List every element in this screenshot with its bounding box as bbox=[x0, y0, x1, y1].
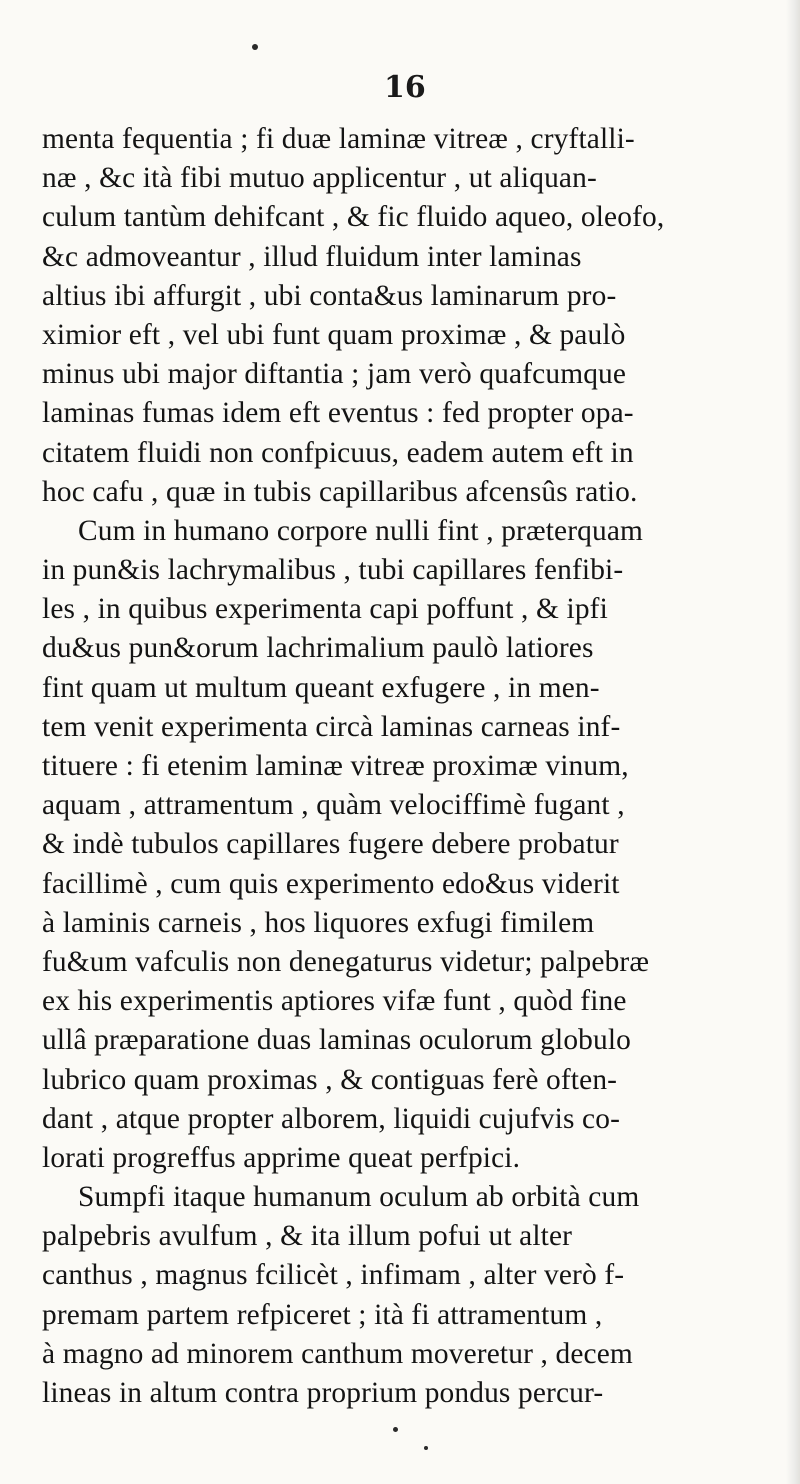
text-line: &c admoveantur , illud fluidum inter laminas bbox=[42, 240, 582, 273]
text-line: fint quam ut multum queant exfugere , in men- bbox=[42, 671, 600, 704]
ink-speck bbox=[393, 1427, 398, 1432]
text-line: premam partem refpiceret ; ità fi attramentum , bbox=[42, 1298, 603, 1331]
ink-speck bbox=[252, 44, 258, 50]
page-number: 16 bbox=[384, 70, 426, 105]
text-line: ullâ præparatione duas laminas oculorum globulo bbox=[42, 1024, 632, 1057]
text-line: ex his experimentis aptiores vifæ funt , quòd fine bbox=[42, 985, 627, 1018]
text-line: & indè tubulos capillares fugere debere probatur bbox=[42, 828, 619, 861]
text-line: lubrico quam proximas , & contiguas ferè often- bbox=[42, 1063, 618, 1096]
text-line: næ , &c ità fibi mutuo applicentur , ut aliquan- bbox=[42, 162, 597, 195]
text-line: dant , atque propter alborem, liquidi cujufvis co- bbox=[42, 1102, 621, 1135]
text-line: altius ibi affurgit , ubi conta&us laminarum pro- bbox=[42, 279, 617, 312]
text-line: à laminis carneis , hos liquores exfugi fimilem bbox=[42, 906, 595, 939]
text-line: facillimè , cum quis experimento edo&us viderit bbox=[42, 867, 620, 900]
text-line: tem venit experimenta circà laminas carneas inf- bbox=[42, 710, 621, 743]
text-line: palpebris avulfum , & ita illum pofui ut alter bbox=[42, 1220, 573, 1253]
text-line: in pun&is lachrymalibus , tubi capillares fenfibi- bbox=[42, 554, 624, 587]
text-line: du&us pun&orum lachrimalium paulò latiores bbox=[42, 632, 594, 665]
text-line: tituere : fi etenim laminæ vitreæ proximæ vinum, bbox=[42, 750, 629, 782]
text-line: lineas in altum contra proprium pondus percur- bbox=[42, 1377, 604, 1409]
text-line: aquam , attramentum , quàm velociffimè fugant , bbox=[42, 789, 625, 822]
text-line: minus ubi major diftantia ; jam verò quafcumque bbox=[42, 358, 627, 391]
text-line: à magno ad minorem canthum moveretur , decem bbox=[42, 1337, 633, 1370]
text-line: laminas fumas idem eft eventus : fed propter opa- bbox=[42, 397, 634, 430]
text-line: Cum in humano corpore nulli fint , præterquam bbox=[78, 514, 644, 547]
text-line: citatem fluidi non confpicuus, eadem autem eft in bbox=[42, 436, 634, 469]
text-line: ximior eft , vel ubi funt quam proximæ , & paulò bbox=[42, 318, 626, 351]
text-line: canthus , magnus fcilicèt , infimam , alter verò f- bbox=[42, 1259, 625, 1292]
text-line: culum tantùm dehifcant , & fic fluido aqueo, oleofo, bbox=[42, 201, 665, 234]
ink-speck bbox=[424, 1446, 428, 1450]
text-line: les , in quibus experimenta capi poffunt , & ipfi bbox=[42, 593, 608, 626]
page-edge bbox=[786, 0, 800, 1484]
text-line: lorati progreffus apprime queat perfpici. bbox=[42, 1141, 521, 1174]
text-line: fu&um vafculis non denegaturus videtur; palpebræ bbox=[42, 945, 650, 978]
body-text bbox=[42, 120, 782, 1413]
text-line: Sumpfi itaque humanum oculum ab orbità cum bbox=[78, 1181, 640, 1214]
text-line: menta fequentia ; fi duæ laminæ vitreæ , cryftalli- bbox=[42, 123, 635, 155]
text-line: hoc cafu , quæ in tubis capillaribus afcensûs ratio. bbox=[42, 475, 638, 508]
